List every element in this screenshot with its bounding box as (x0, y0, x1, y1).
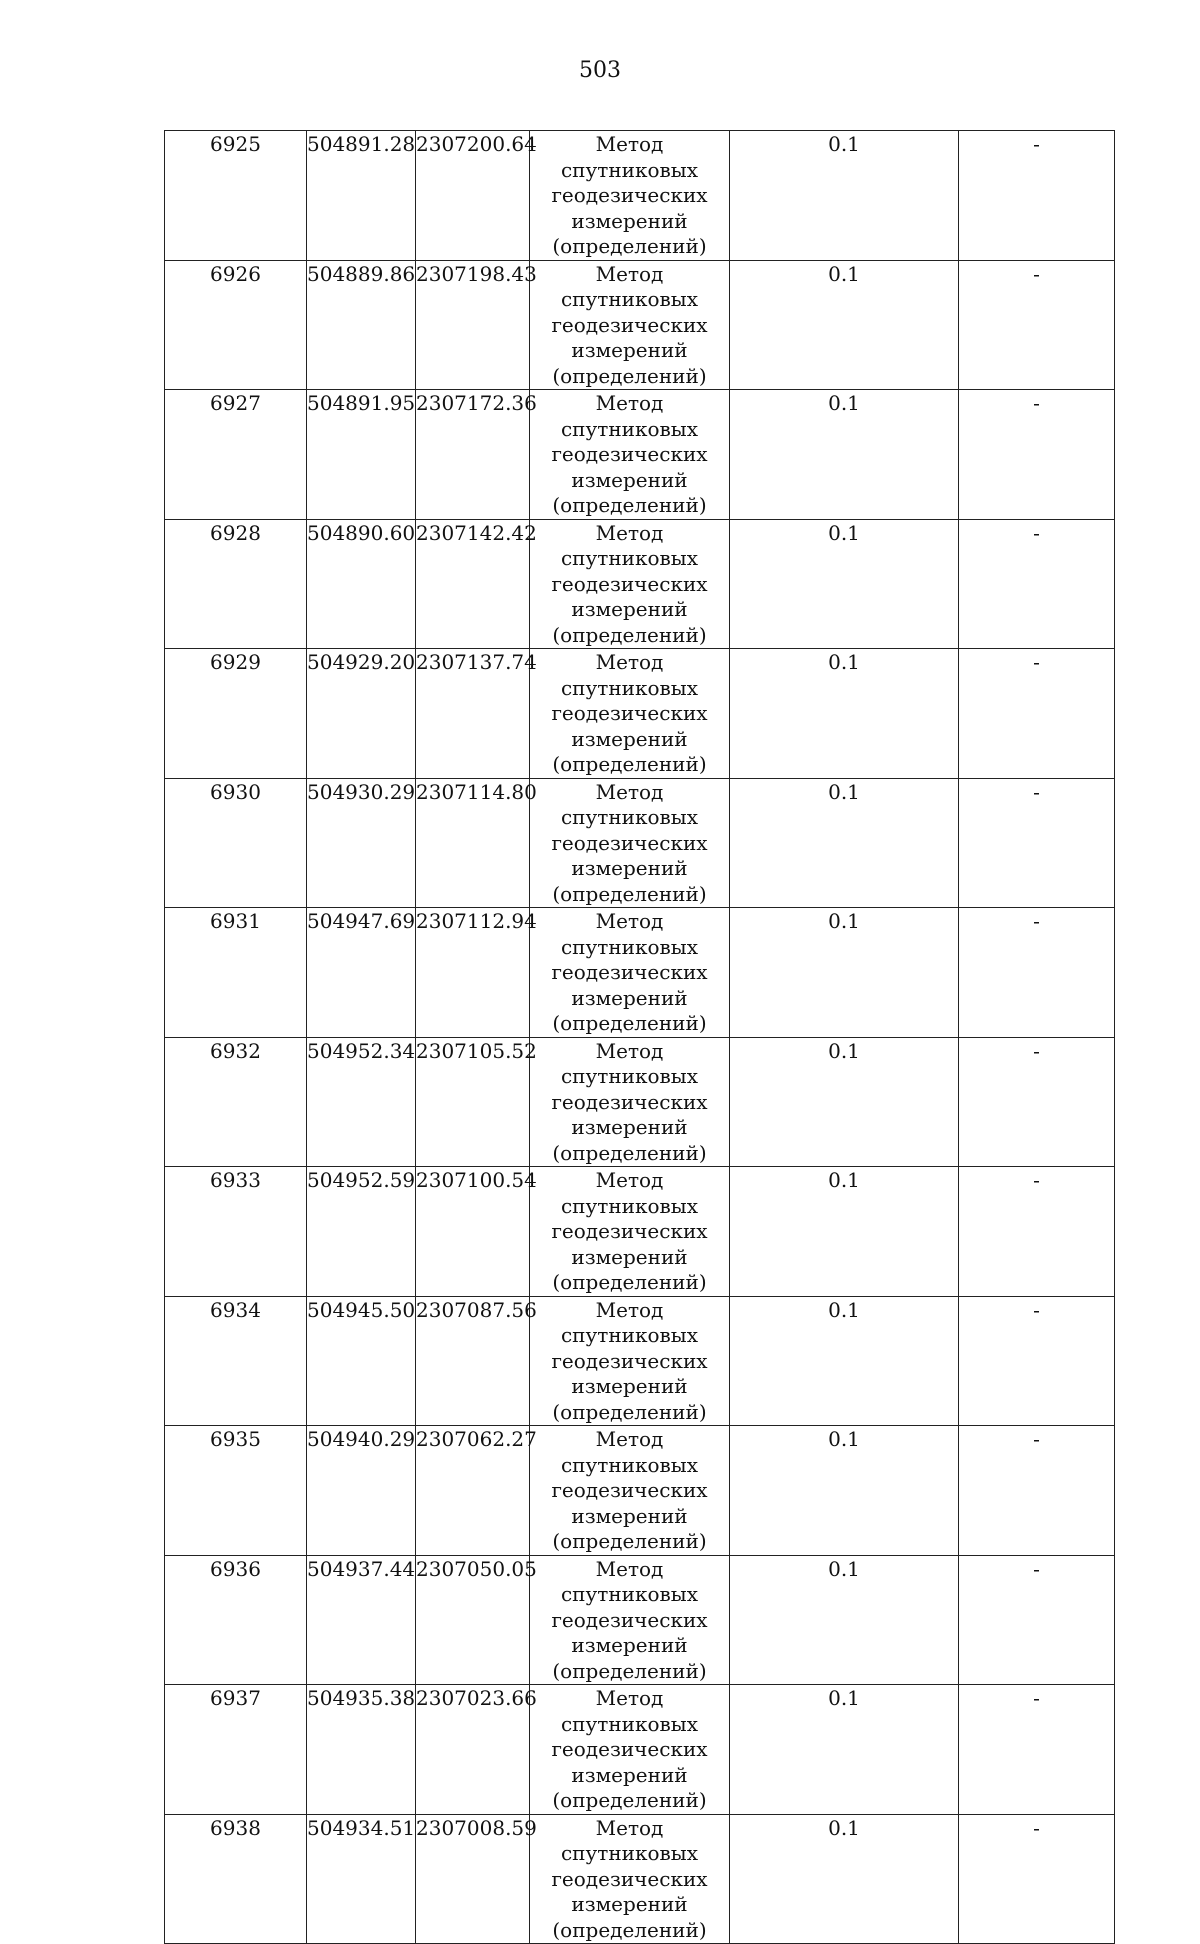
y-coordinate-cell (416, 1685, 537, 1815)
x-coordinate-text: 504891.28 (307, 132, 416, 156)
point-number-cell (165, 519, 307, 649)
accuracy-cell (730, 778, 959, 908)
note-text: - (1033, 1427, 1040, 1451)
accuracy-text: 0.1 (828, 132, 860, 156)
x-coordinate-cell (307, 908, 416, 1038)
accuracy-cell (730, 1296, 959, 1426)
x-coordinate-text: 504934.51 (307, 1815, 416, 1840)
method-text: Метод спутниковых геодезических измерений (определений) (551, 1427, 708, 1553)
x-coordinate-text: 504952.59 (307, 1168, 416, 1192)
x-coordinate-cell (307, 390, 416, 520)
point-number-text: 6928 (210, 520, 261, 545)
x-coordinate-text: 504929.20 (307, 650, 416, 674)
note-text: - (1033, 650, 1040, 674)
method-cell (530, 131, 730, 261)
x-coordinate-cell (307, 649, 416, 779)
accuracy-text: 0.1 (828, 779, 860, 804)
table-row (165, 1685, 1115, 1815)
note-cell (959, 1814, 1115, 1944)
note-cell (959, 1296, 1115, 1426)
note-text: - (1033, 1297, 1040, 1322)
y-coordinate-cell (416, 1426, 537, 1556)
method-cell (530, 1555, 730, 1685)
point-number-cell (165, 131, 307, 261)
method-cell (530, 519, 730, 649)
y-coordinate-cell (416, 649, 537, 779)
point-number-text: 6933 (210, 1168, 261, 1192)
method-cell (530, 1296, 730, 1426)
y-coordinate-text: 2307008.59 (416, 1815, 537, 1840)
note-cell (959, 390, 1115, 520)
y-coordinate-cell (416, 1555, 537, 1685)
y-coordinate-cell (416, 778, 537, 908)
y-coordinate-cell (416, 519, 537, 649)
method-text: Метод спутниковых геодезических измерений (определений) (551, 261, 708, 388)
note-cell (959, 1167, 1115, 1297)
point-number-cell (165, 1814, 307, 1944)
coordinates-table (164, 130, 1115, 1944)
y-coordinate-text: 2307050.05 (416, 1556, 537, 1581)
accuracy-text: 0.1 (828, 1686, 860, 1710)
point-number-text: 6930 (210, 779, 261, 804)
x-coordinate-cell (307, 1555, 416, 1685)
method-text: Метод спутниковых геодезических измерений (определений) (551, 1686, 708, 1812)
table-row (165, 260, 1115, 390)
method-text: Метод спутниковых геодезических измерений (определений) (551, 1168, 708, 1294)
method-cell (530, 1167, 730, 1297)
accuracy-cell (730, 390, 959, 520)
x-coordinate-text: 504891.95 (307, 391, 416, 415)
x-coordinate-cell (307, 1685, 416, 1815)
accuracy-text: 0.1 (828, 391, 860, 415)
method-cell (530, 649, 730, 779)
point-number-text: 6925 (210, 132, 261, 156)
y-coordinate-text: 2307112.94 (416, 909, 537, 933)
accuracy-cell (730, 519, 959, 649)
y-coordinate-cell (416, 908, 537, 1038)
note-cell (959, 1426, 1115, 1556)
method-text: Метод спутниковых геодезических измерений (определений) (551, 520, 708, 647)
point-number-text: 6929 (210, 650, 261, 674)
x-coordinate-text: 504889.86 (307, 261, 416, 286)
y-coordinate-text: 2307023.66 (416, 1686, 537, 1710)
method-cell (530, 390, 730, 520)
x-coordinate-cell (307, 778, 416, 908)
x-coordinate-cell (307, 260, 416, 390)
method-cell (530, 778, 730, 908)
accuracy-text: 0.1 (828, 1168, 860, 1192)
point-number-cell (165, 390, 307, 520)
method-cell (530, 1814, 730, 1944)
point-number-cell (165, 778, 307, 908)
method-text: Метод спутниковых геодезических измерений (определений) (551, 1297, 708, 1424)
point-number-text: 6938 (210, 1815, 261, 1840)
point-number-text: 6935 (210, 1427, 261, 1451)
note-text: - (1033, 1686, 1040, 1710)
note-text: - (1033, 520, 1040, 545)
accuracy-text: 0.1 (828, 1297, 860, 1322)
note-cell (959, 131, 1115, 261)
table-row (165, 131, 1115, 261)
accuracy-cell (730, 1167, 959, 1297)
point-number-text: 6936 (210, 1556, 261, 1581)
accuracy-cell (730, 260, 959, 390)
point-number-cell (165, 1685, 307, 1815)
note-cell (959, 1555, 1115, 1685)
method-text: Метод спутниковых геодезических измерений (определений) (551, 1038, 708, 1165)
accuracy-cell (730, 1037, 959, 1167)
y-coordinate-text: 2307172.36 (416, 391, 537, 415)
method-text: Метод спутниковых геодезических измерений (определений) (551, 779, 708, 906)
note-text: - (1033, 779, 1040, 804)
y-coordinate-cell (416, 390, 537, 520)
x-coordinate-text: 504940.29 (307, 1427, 416, 1451)
accuracy-text: 0.1 (828, 1556, 860, 1581)
note-cell (959, 908, 1115, 1038)
y-coordinate-cell (416, 1037, 537, 1167)
y-coordinate-text: 2307105.52 (416, 1038, 537, 1063)
table-row (165, 1296, 1115, 1426)
accuracy-cell (730, 1814, 959, 1944)
method-text: Метод спутниковых геодезических измерений (определений) (551, 909, 708, 1035)
x-coordinate-text: 504930.29 (307, 779, 416, 804)
x-coordinate-cell (307, 1426, 416, 1556)
accuracy-text: 0.1 (828, 650, 860, 674)
method-text: Метод спутниковых геодезических измерений (определений) (551, 132, 708, 258)
note-text: - (1033, 391, 1040, 415)
table-row (165, 519, 1115, 649)
y-coordinate-text: 2307087.56 (416, 1297, 537, 1322)
accuracy-cell (730, 908, 959, 1038)
accuracy-text: 0.1 (828, 1038, 860, 1063)
x-coordinate-text: 504937.44 (307, 1556, 416, 1581)
point-number-cell (165, 260, 307, 390)
table-row (165, 778, 1115, 908)
x-coordinate-text: 504947.69 (307, 909, 416, 933)
y-coordinate-cell (416, 1814, 537, 1944)
accuracy-cell (730, 1685, 959, 1815)
table-row (165, 908, 1115, 1038)
note-cell (959, 519, 1115, 649)
table-body (165, 131, 1115, 1944)
point-number-text: 6927 (210, 391, 261, 415)
note-cell (959, 778, 1115, 908)
point-number-text: 6934 (210, 1297, 261, 1322)
y-coordinate-cell (416, 1296, 537, 1426)
method-text: Метод спутниковых геодезических измерений (определений) (551, 1815, 708, 1942)
method-text: Метод спутниковых геодезических измерений (определений) (551, 391, 708, 517)
x-coordinate-text: 504935.38 (307, 1686, 416, 1710)
point-number-text: 6932 (210, 1038, 261, 1063)
method-cell (530, 908, 730, 1038)
accuracy-cell (730, 1555, 959, 1685)
note-text: - (1033, 909, 1040, 933)
x-coordinate-text: 504945.50 (307, 1297, 416, 1322)
accuracy-text: 0.1 (828, 909, 860, 933)
method-cell (530, 1685, 730, 1815)
note-cell (959, 649, 1115, 779)
accuracy-cell (730, 131, 959, 261)
method-cell (530, 1037, 730, 1167)
x-coordinate-cell (307, 1296, 416, 1426)
point-number-cell (165, 1037, 307, 1167)
method-text: Метод спутниковых геодезических измерений (определений) (551, 650, 708, 776)
point-number-text: 6937 (210, 1686, 261, 1710)
y-coordinate-cell (416, 131, 537, 261)
x-coordinate-cell (307, 1814, 416, 1944)
note-text: - (1033, 1815, 1040, 1840)
note-text: - (1033, 1556, 1040, 1581)
point-number-cell (165, 1555, 307, 1685)
x-coordinate-cell (307, 1037, 416, 1167)
point-number-text: 6926 (210, 261, 261, 286)
table-row (165, 1426, 1115, 1556)
note-text: - (1033, 261, 1040, 286)
note-text: - (1033, 1038, 1040, 1063)
y-coordinate-text: 2307200.64 (416, 132, 537, 156)
y-coordinate-cell (416, 1167, 537, 1297)
method-cell (530, 1426, 730, 1556)
point-number-cell (165, 1296, 307, 1426)
method-text: Метод спутниковых геодезических измерений (определений) (551, 1556, 708, 1683)
y-coordinate-text: 2307198.43 (416, 261, 537, 286)
y-coordinate-text: 2307062.27 (416, 1427, 537, 1451)
accuracy-text: 0.1 (828, 1427, 860, 1451)
table-row (165, 1167, 1115, 1297)
method-cell (530, 260, 730, 390)
note-text: - (1033, 132, 1040, 156)
note-cell (959, 260, 1115, 390)
table-row (165, 649, 1115, 779)
note-cell (959, 1685, 1115, 1815)
y-coordinate-text: 2307137.74 (416, 650, 537, 674)
page-number: 503 (579, 58, 621, 83)
table-row (165, 390, 1115, 520)
table-row (165, 1814, 1115, 1944)
table-row (165, 1555, 1115, 1685)
accuracy-cell (730, 649, 959, 779)
note-cell (959, 1037, 1115, 1167)
y-coordinate-cell (416, 260, 537, 390)
y-coordinate-text: 2307114.80 (416, 779, 537, 804)
point-number-cell (165, 649, 307, 779)
accuracy-text: 0.1 (828, 520, 860, 545)
point-number-text: 6931 (210, 909, 261, 933)
point-number-cell (165, 1167, 307, 1297)
x-coordinate-text: 504890.60 (307, 520, 416, 545)
accuracy-text: 0.1 (828, 261, 860, 286)
y-coordinate-text: 2307100.54 (416, 1168, 537, 1192)
x-coordinate-cell (307, 131, 416, 261)
accuracy-cell (730, 1426, 959, 1556)
x-coordinate-cell (307, 1167, 416, 1297)
point-number-cell (165, 1426, 307, 1556)
note-text: - (1033, 1168, 1040, 1192)
x-coordinate-text: 504952.34 (307, 1038, 416, 1063)
point-number-cell (165, 908, 307, 1038)
x-coordinate-cell (307, 519, 416, 649)
table-row (165, 1037, 1115, 1167)
y-coordinate-text: 2307142.42 (416, 520, 537, 545)
accuracy-text: 0.1 (828, 1815, 860, 1840)
